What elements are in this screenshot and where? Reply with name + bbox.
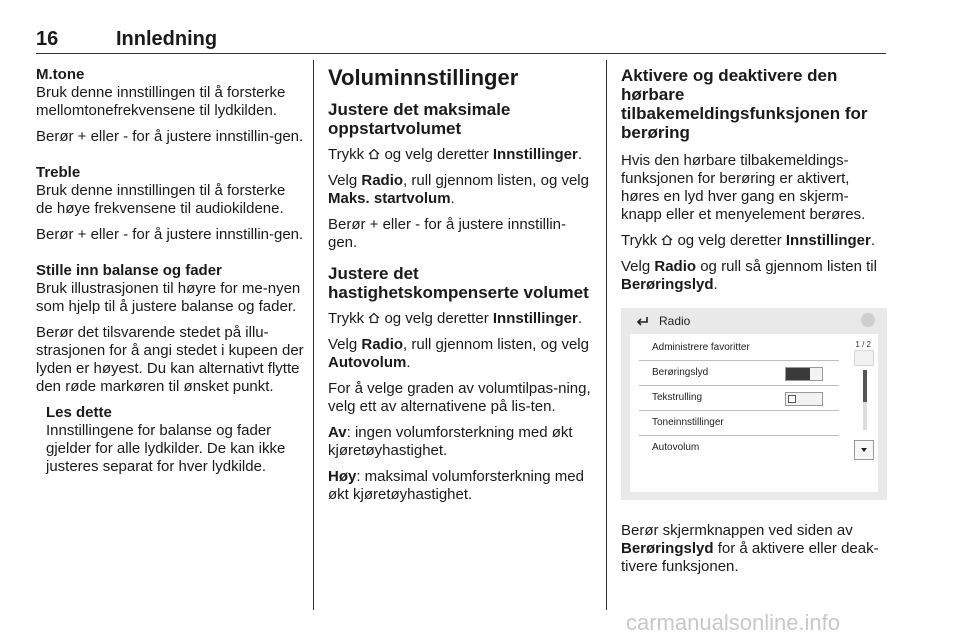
screen-title: Radio (659, 314, 691, 328)
instruction-select-radio-2: Velg Radio, rull gjennom listen, og velg Autovolum. (328, 336, 589, 371)
list-item: Toneinnstillinger (639, 411, 839, 436)
touch-feedback-intro: Hvis den hørbare tilbakemeldings-funksjonen for berøring er aktivert, høres en lyd hver gang en skjerm-knapp eller et menyelement berøres. (621, 152, 866, 223)
treble-text: Bruk denne innstillingen til å forsterke de høye frekvensene til audiokildene. (36, 182, 286, 217)
toggle-switch-off (785, 392, 823, 406)
column-2 (328, 66, 594, 512)
balance-touch: Berør det tilsvarende stedet på illu-strasjonen for å angi stedet i kupeen der lyden er høyest. Du kan alternativt flytte den røde markøren til ønsket punkt. (36, 324, 304, 395)
column-divider-2 (606, 60, 607, 610)
instruction-press-home-2: Trykk og velg deretter Innstillinger. (328, 310, 583, 327)
home-icon (368, 148, 380, 160)
balance-title: Stille inn balanse og fader (36, 262, 222, 279)
mtone-text: Bruk denne innstillingen til å forsterke mellomtonefrekvensene til lydkilden. (36, 84, 286, 119)
chevron-down-icon (855, 441, 873, 459)
note-text: Innstillingene for balanse og fader gjelder for alle lydkilder. De kan ikke justeres separat for hver lydkilde. (46, 422, 286, 475)
back-arrow-icon (635, 314, 649, 328)
note-box (46, 404, 304, 476)
list-item: Autovolum (652, 442, 700, 453)
home-icon (661, 234, 673, 246)
treble-adjust: Berør + eller - for å justere innstillin-gen. (36, 226, 304, 243)
scroll-down-button (854, 440, 874, 460)
list-item: Tekstrulling (639, 386, 839, 411)
instruction-press-home-3: Trykk og velg deretter Innstillinger. (621, 232, 876, 249)
instruction-select-radio-1: Velg Radio, rull gjennom listen, og velg Maks. startvolum. (328, 172, 589, 207)
treble-title: Treble (36, 164, 81, 181)
instruction-select-radio-3: Velg Radio og rull så gjennom listen til Berøringslyd. (621, 258, 877, 293)
subheading-speed-volume: Justere det hastighetskompenserte volumet (328, 264, 589, 302)
header-rule (36, 53, 886, 54)
list-item: Administrere favoritter (639, 336, 839, 361)
list-item: Berøringslyd (639, 361, 839, 386)
subheading-max-startup: Justere det maksimale oppstartvolumet (328, 100, 511, 138)
page-indicator: 1 / 2 (855, 340, 871, 349)
instruction-choose-level: For å velge graden av volumtilpas-ning, velg ett av alternativene på lis-ten. (328, 380, 591, 415)
section-heading-touch-feedback: Aktivere og deaktivere den hørbare tilbakemeldingsfunksjonen for berøring (621, 66, 868, 142)
music-note-icon (861, 313, 875, 327)
option-hoy: Høy: maksimal volumforsterkning med økt kjøretøyhastighet. (328, 468, 584, 503)
instruction-press-home-1: Trykk og velg deretter Innstillinger. (328, 146, 583, 163)
scroll-up-button (854, 350, 874, 366)
mtone-title: M.tone (36, 66, 85, 83)
mtone-adjust: Berør + eller - for å justere innstillin-gen. (36, 128, 304, 145)
toggle-switch-on (785, 367, 823, 381)
instruction-adjust-1: Berør + eller - for å justere innstillin-gen. (328, 216, 566, 251)
radio-screen-illustration (621, 308, 887, 500)
watermark: carmanualsonline.info (626, 610, 841, 635)
screen-list (630, 334, 878, 492)
option-av: Av: ingen volumforsterkning med økt kjøretøyhastighet. (328, 424, 573, 459)
chapter-title: Innledning (116, 28, 218, 50)
instruction-toggle-touch-sound: Berør skjermknappen ved siden av Berøringslyd for å aktivere eller deak-tivere funksjonen. (621, 522, 879, 575)
home-icon (368, 312, 380, 324)
page-header (36, 28, 886, 50)
scroll-thumb (863, 370, 867, 402)
page-number: 16 (36, 28, 59, 50)
balance-text: Bruk illustrasjonen til høyre for me-nyen som hjelp til å justere balanse og fader. (36, 280, 301, 315)
note-title: Les dette (46, 404, 112, 421)
column-3 (621, 66, 887, 584)
column-1 (36, 66, 304, 484)
section-heading-volume: Voluminnstillinger (328, 65, 519, 90)
column-divider-1 (313, 60, 314, 610)
